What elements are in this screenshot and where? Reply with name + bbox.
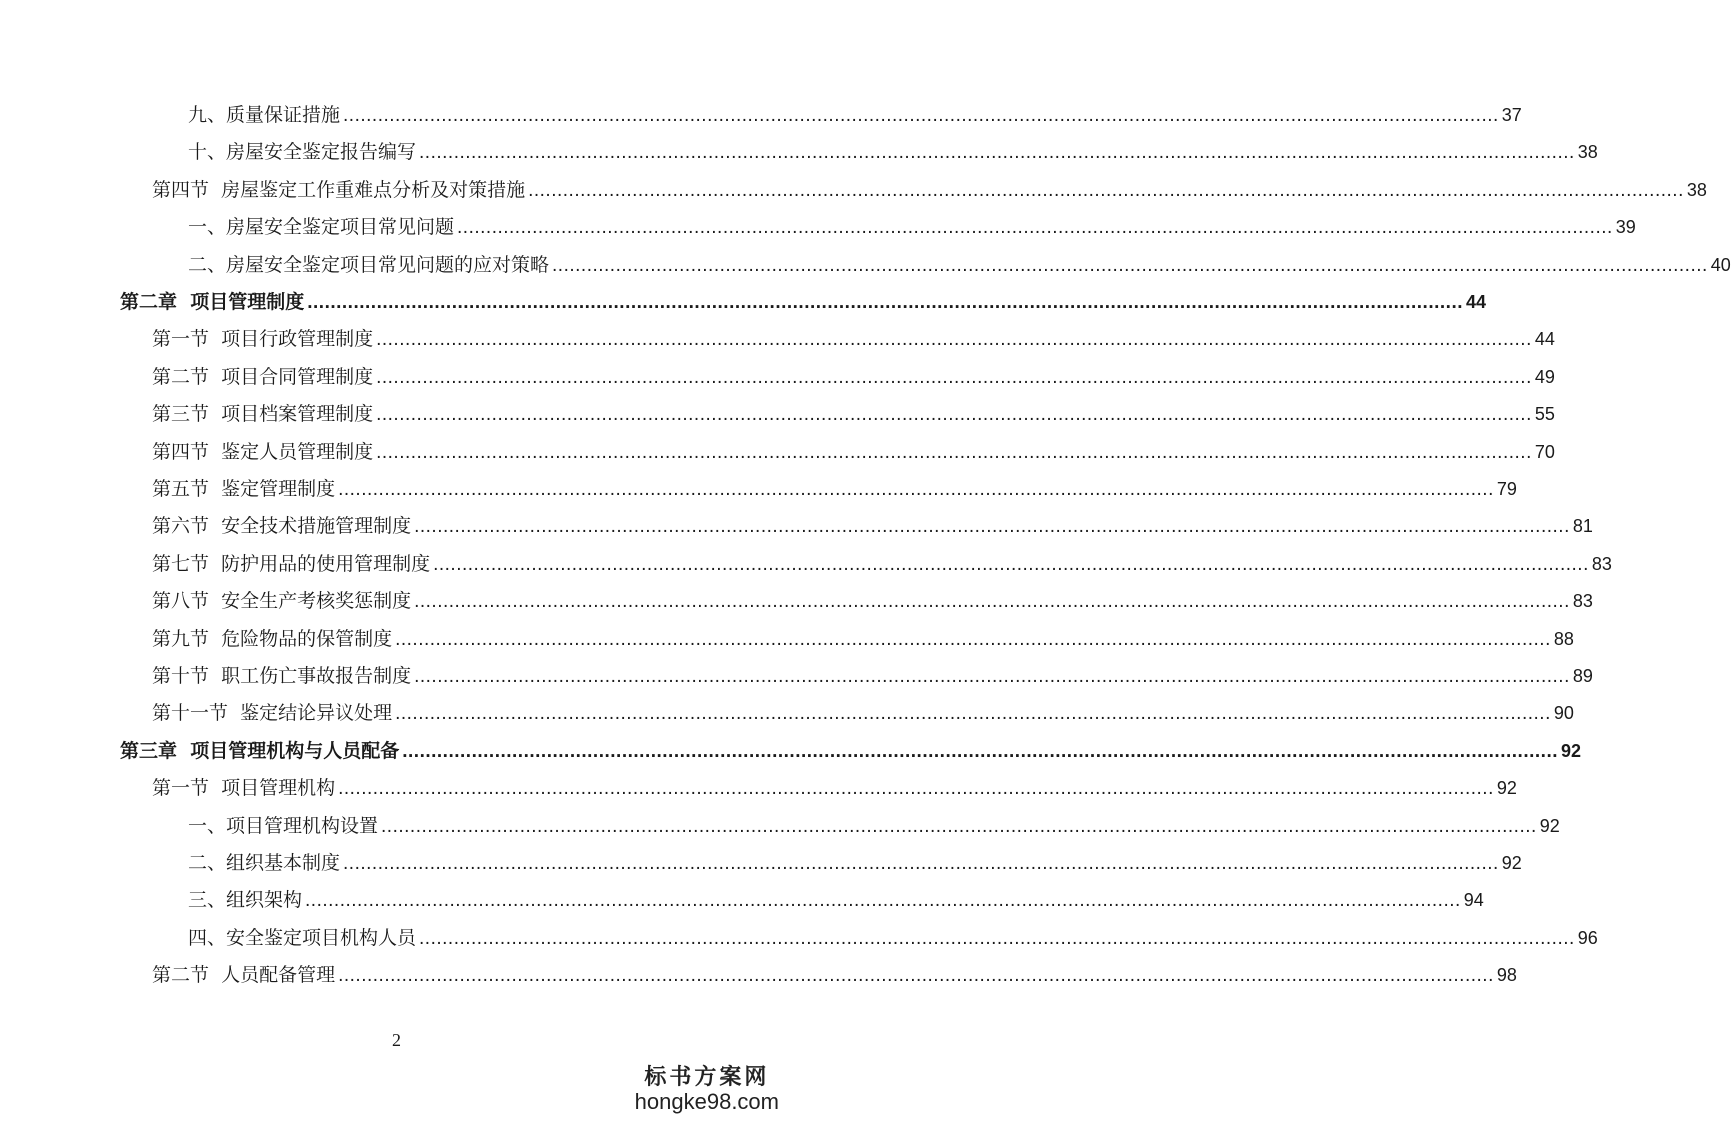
toc-entry-page: 55 <box>1534 404 1555 425</box>
toc-entry[interactable] <box>152 437 1555 467</box>
watermark-logo <box>635 1064 779 1114</box>
toc-entry-page: 92 <box>1501 853 1522 873</box>
toc-entry[interactable] <box>152 362 1555 392</box>
toc-entry-label: 第二节 人员配备管理 <box>152 964 336 987</box>
toc-entry-label: 第六节 安全技术措施管理制度 <box>152 515 412 538</box>
toc-leader-dots: ........................................................................................................................................................................................................ <box>307 292 1463 313</box>
toc-entry-page: 90 <box>1553 703 1574 724</box>
toc-entry[interactable] <box>152 399 1555 429</box>
toc-leader-dots: ........................................................................................................................................................................................................ <box>376 441 1532 463</box>
toc-leader-dots: ........................................................................................................................................................................................................ <box>376 404 1532 426</box>
toc-entry[interactable] <box>152 960 1517 990</box>
toc-leader-dots: ........................................................................................................................................................................................................ <box>395 628 1551 650</box>
toc-entry-label: 第十一节 鉴定结论异议处理 <box>152 702 393 725</box>
toc-leader-dots: ........................................................................................................................................................................................................ <box>376 329 1532 351</box>
toc-entry[interactable] <box>152 624 1574 654</box>
toc-entry-label: 十、房屋安全鉴定报告编写 <box>188 141 417 164</box>
toc-entry-label: 第一节 项目管理机构 <box>152 777 336 800</box>
toc-entry-label: 第三节 项目档案管理制度 <box>152 403 374 426</box>
toc-entry[interactable] <box>152 324 1555 354</box>
toc-entry-page: 70 <box>1534 441 1555 462</box>
toc-entry-page: 92 <box>1561 740 1582 761</box>
toc-leader-dots: ........................................................................................................................................................................................................ <box>381 815 1537 837</box>
toc-leader-dots: ........................................................................................................................................................................................................ <box>414 516 1570 538</box>
toc-entry-label: 第七节 防护用品的使用管理制度 <box>152 552 431 575</box>
toc-entry-label: 第十节 职工伤亡事故报告制度 <box>152 665 412 687</box>
toc-entry[interactable] <box>188 885 1484 915</box>
toc-entry-page: 38 <box>1686 179 1707 200</box>
toc-entry-page: 81 <box>1572 516 1593 537</box>
watermark-chinese: 标书方案网 <box>644 1064 770 1090</box>
toc-entry-page: 40 <box>1710 254 1731 275</box>
toc-leader-dots: ........................................................................................................................................................................................................ <box>376 366 1532 388</box>
toc-entry-label: 四、安全鉴定项目机构人员 <box>188 926 417 949</box>
toc-entry[interactable] <box>188 250 1731 280</box>
toc-entry-page: 92 <box>1539 815 1560 836</box>
toc-entry-page: 37 <box>1501 105 1522 125</box>
toc-entry[interactable] <box>152 698 1574 728</box>
toc-entry-label: 第一节 项目行政管理制度 <box>152 328 374 351</box>
toc-entry-page: 94 <box>1463 890 1484 911</box>
toc-entry-page: 83 <box>1572 591 1593 612</box>
toc-entry-label: 三、组织架构 <box>188 889 303 912</box>
toc-entry-label: 第三章 项目管理机构与人员配备 <box>120 739 400 762</box>
toc-entry[interactable] <box>152 175 1707 205</box>
toc-leader-dots: ........................................................................................................................................................................................................ <box>528 179 1684 201</box>
toc-entry-label: 第八节 安全生产考核奖惩制度 <box>152 590 412 613</box>
toc-entry-page: 38 <box>1577 142 1598 163</box>
toc-entry[interactable] <box>188 848 1522 878</box>
toc-entry[interactable] <box>152 773 1517 803</box>
toc-entry-label: 九、质量保证措施 <box>188 104 341 126</box>
toc-entry-page: 83 <box>1591 553 1612 574</box>
toc-leader-dots: ........................................................................................................................................................................................................ <box>552 254 1708 276</box>
watermark-url: hongke98.com <box>634 1089 779 1114</box>
toc-entry-label: 二、房屋安全鉴定项目常见问题的应对策略 <box>188 253 550 276</box>
toc-leader-dots: ........................................................................................................................................................................................................ <box>419 927 1575 949</box>
toc-leader-dots: ........................................................................................................................................................................................................ <box>395 703 1551 725</box>
toc-entry[interactable] <box>188 811 1560 841</box>
toc-leader-dots: ........................................................................................................................................................................................................ <box>457 217 1613 239</box>
toc-leader-dots: ........................................................................................................................................................................................................ <box>402 740 1558 762</box>
toc-entry-page: 96 <box>1577 927 1598 948</box>
toc-entry-page: 92 <box>1496 778 1517 799</box>
toc-entry[interactable] <box>188 923 1598 953</box>
toc-chapter-entry[interactable] <box>120 287 1487 317</box>
toc-entry-page: 98 <box>1496 965 1517 986</box>
toc-chapter-entry[interactable] <box>120 736 1582 766</box>
toc-leader-dots: ........................................................................................................................................................................................................ <box>338 965 1494 987</box>
toc-entry-page: 39 <box>1615 217 1636 238</box>
toc-entry-label: 第二章 项目管理制度 <box>120 291 305 313</box>
toc-entry-label: 一、项目管理机构设置 <box>188 814 379 837</box>
toc-entry-page: 44 <box>1534 329 1555 350</box>
toc-entry[interactable] <box>188 212 1636 242</box>
toc-entry[interactable] <box>188 100 1522 130</box>
toc-entry-label: 第五节 鉴定管理制度 <box>152 478 336 500</box>
toc-entry[interactable] <box>152 474 1517 504</box>
toc-entry-page: 88 <box>1553 628 1574 649</box>
toc-leader-dots: ........................................................................................................................................................................................................ <box>338 479 1494 500</box>
toc-entry-page: 44 <box>1466 292 1487 312</box>
toc-entry[interactable] <box>152 661 1593 691</box>
toc-leader-dots: ........................................................................................................................................................................................................ <box>414 666 1570 687</box>
toc-leader-dots: ........................................................................................................................................................................................................ <box>343 105 1499 126</box>
toc-entry-page: 79 <box>1496 479 1517 499</box>
toc-entry[interactable] <box>152 586 1593 616</box>
toc-entry-page: 89 <box>1572 666 1593 686</box>
toc-entry[interactable] <box>152 511 1593 541</box>
toc-entry-label: 一、房屋安全鉴定项目常见问题 <box>188 216 455 239</box>
toc-leader-dots: ........................................................................................................................................................................................................ <box>343 853 1499 874</box>
toc-entry-label: 二、组织基本制度 <box>188 852 341 874</box>
toc-leader-dots: ........................................................................................................................................................................................................ <box>433 553 1589 575</box>
toc-entry[interactable] <box>152 549 1612 579</box>
toc-leader-dots: ........................................................................................................................................................................................................ <box>419 142 1575 164</box>
toc-entry-label: 第四节 房屋鉴定工作重难点分析及对策措施 <box>152 178 526 201</box>
toc-leader-dots: ........................................................................................................................................................................................................ <box>338 778 1494 800</box>
toc-entry-label: 第二节 项目合同管理制度 <box>152 365 374 388</box>
toc-entry-label: 第九节 危险物品的保管制度 <box>152 627 393 650</box>
toc-leader-dots: ........................................................................................................................................................................................................ <box>414 591 1570 613</box>
toc-leader-dots: ........................................................................................................................................................................................................ <box>305 890 1461 912</box>
toc-entry-page: 49 <box>1534 366 1555 387</box>
page-number: 2 <box>392 1030 401 1050</box>
toc-entry-label: 第四节 鉴定人员管理制度 <box>152 440 374 463</box>
toc-entry[interactable] <box>188 137 1598 167</box>
